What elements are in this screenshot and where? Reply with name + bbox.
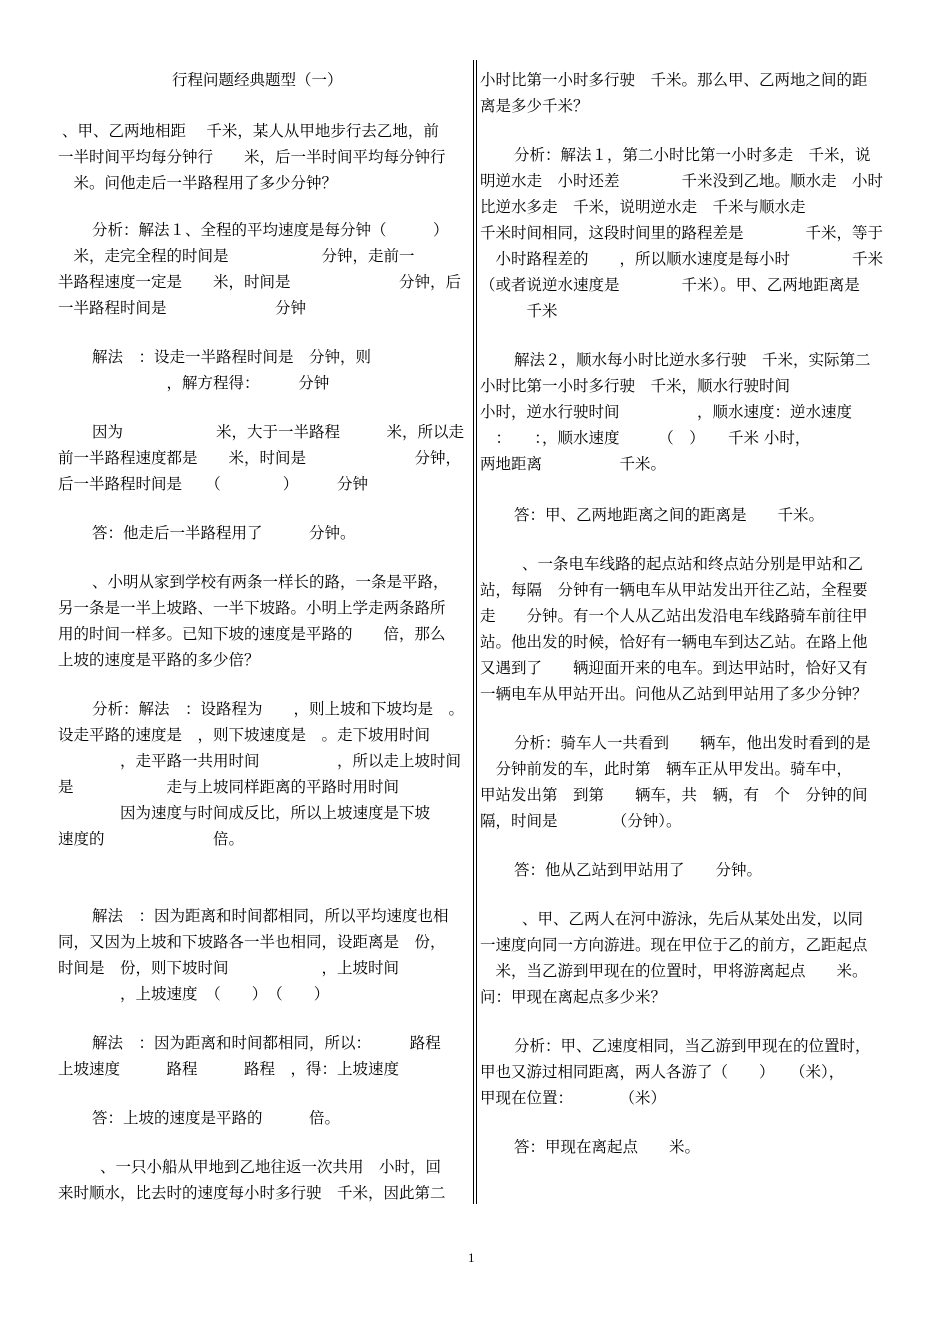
- page-number: 1: [468, 1250, 475, 1265]
- text-line: 米。问他走后一半路程用了多少分钟？: [58, 174, 338, 192]
- text-line: 是 走与上坡同样距离的平路时用时间: [58, 778, 400, 796]
- text-line: 甲现在位置： （米）: [480, 1089, 667, 1107]
- text-line: 解法２，顺水每小时比逆水多行驶 千米，实际第二: [514, 351, 871, 369]
- text-line: 甲也又游过相同距离，两人各游了（ ） （米），: [480, 1063, 845, 1081]
- text-line: 另一条是一半上坡路、一半下坡路。小明上学走两条路所: [58, 599, 446, 617]
- text-line: 同，又因为上坡和下坡路各一半也相同，设距离是 份，: [58, 933, 446, 951]
- text-line: 答：上坡的速度是平路的 倍。: [92, 1109, 341, 1127]
- text-line: 解法 ：因为距离和时间都相同，所以平均速度也相: [92, 907, 449, 925]
- text-line: 、小明从家到学校有两条一样长的路，一条是平路，: [92, 573, 449, 591]
- text-line: 站。他出发的时候，恰好有一辆电车到达乙站。在路上他: [480, 633, 868, 651]
- text-line: 站，每隔 分钟有一辆电车从甲站发出开往乙站，全程要: [480, 581, 868, 599]
- text-line: 、甲、乙两地相距 千米，某人从甲地步行去乙地，前: [62, 122, 439, 140]
- text-line: 比逆水多走 千米，说明逆水走 千米与顺水走: [480, 198, 806, 216]
- text-line: ： ：，顺水速度 （ ） 千米 小时，: [480, 429, 811, 447]
- column-divider: [473, 60, 474, 1204]
- text-line: 来时顺水，比去时的速度每小时多行驶 千米，因此第二: [58, 1184, 446, 1202]
- text-line: 小时，逆水行驶时间 ，顺水速度：逆水速度: [480, 403, 853, 421]
- text-line: 分析：解法 ：设路程为 ，则上坡和下坡均是 。: [92, 700, 465, 718]
- text-line: 上坡的速度是平路的多少倍？: [58, 651, 260, 669]
- column-divider: [476, 60, 477, 1204]
- text-line: 明逆水走 小时还差 千米没到乙地。顺水走 小时: [480, 172, 884, 190]
- text-line: 分析：解法１、全程的平均速度是每分钟（ ）: [92, 221, 449, 239]
- text-line: 因为 米，大于一半路程 米，所以走: [92, 423, 465, 441]
- text-line: 前一半路程速度都是 米，时间是 分钟，: [58, 449, 462, 467]
- text-line: 分析：解法１，第二小时比第一小时多走 千米，说: [514, 146, 871, 164]
- text-line: 、一条电车线路的起点站和终点站分别是甲站和乙: [522, 555, 864, 573]
- text-line: 隔，时间是 （分钟）。: [480, 812, 682, 830]
- text-line: 速度的 倍。: [58, 830, 245, 848]
- text-line: 解法 ：设走一半路程时间是 分钟，则: [92, 348, 372, 366]
- text-line: 米，当乙游到甲现在的位置时，甲将游离起点 米。: [480, 962, 868, 980]
- text-line: 、甲、乙两人在河中游泳，先后从某处出发，以同: [522, 910, 864, 928]
- text-line: 一速度向同一方向游进。现在甲位于乙的前方，乙距起点: [480, 936, 868, 954]
- text-line: 小时路程差的 ，所以顺水速度是每小时 千米: [480, 250, 884, 268]
- text-line: 甲站发出第 到第 辆车，共 辆，有 个 分钟的间: [480, 786, 868, 804]
- text-line: 因为速度与时间成反比，所以上坡速度是下坡: [58, 804, 431, 822]
- text-line: 后一半路程时间是 （ ） 分钟: [58, 475, 369, 493]
- text-line: 时间是 份，则下坡时间 ，上坡时间: [58, 959, 400, 977]
- text-line: 又遇到了 辆迎面开来的电车。到达甲站时，恰好又有: [480, 659, 868, 677]
- text-line: 设走平路的速度是 ，则下坡速度是 。走下坡用时间: [58, 726, 431, 744]
- text-line: 答：他走后一半路程用了 分钟。: [92, 524, 356, 542]
- page-title: 行程问题经典题型（一）: [172, 71, 343, 89]
- text-line: 解法 ：因为距离和时间都相同，所以： 路程: [92, 1034, 441, 1052]
- text-line: （或者说逆水速度是 千米）。甲、乙两地距离是: [480, 276, 860, 294]
- text-line: 、一只小船从甲地到乙地往返一次共用 小时，回: [100, 1158, 442, 1176]
- text-line: 用的时间一样多。已知下坡的速度是平路的 倍，那么: [58, 625, 446, 643]
- text-line: 小时比第一小时多行驶 千米。那么甲、乙两地之间的距: [480, 71, 868, 89]
- text-line: 分析：骑车人一共看到 辆车，他出发时看到的是: [514, 734, 871, 752]
- text-line: 一半时间平均每分钟行 米，后一半时间平均每分钟行: [58, 148, 446, 166]
- text-line: ，走平路一共用时间 ，所以走上坡时间: [58, 752, 462, 770]
- text-line: 分析：甲、乙速度相同，当乙游到甲现在的位置时，: [514, 1037, 871, 1055]
- text-line: 上坡速度 路程 路程 ，得：上坡速度: [58, 1060, 400, 1078]
- text-line: 一辆电车从甲站开出。问他从乙站到甲站用了多少分钟？: [480, 685, 868, 703]
- text-line: 分钟前发的车，此时第 辆车正从甲发出。骑车中，: [480, 760, 853, 778]
- text-line: 小时比第一小时多行驶 千米，顺水行驶时间: [480, 377, 791, 395]
- text-line: 半路程速度一定是 米，时间是 分钟，后: [58, 273, 462, 291]
- text-line: 两地距离 千米。: [480, 455, 667, 473]
- text-line: 米，走完全程的时间是 分钟，走前一: [58, 247, 415, 265]
- text-line: 千米时间相同，这段时间里的路程差是 千米，等于: [480, 224, 884, 242]
- text-line: ，上坡速度 （ ） （ ）: [58, 985, 330, 1003]
- text-line: 问：甲现在离起点多少米？: [480, 988, 667, 1006]
- text-line: 答：甲现在离起点 米。: [514, 1138, 701, 1156]
- text-line: 答：甲、乙两地距离之间的距离是 千米。: [514, 506, 825, 524]
- text-line: 走 分钟。有一个人从乙站出发沿电车线路骑车前往甲: [480, 607, 868, 625]
- text-line: 一半路程时间是 分钟: [58, 299, 307, 317]
- text-line: 离是多少千米？: [480, 97, 589, 115]
- text-line: 答：他从乙站到甲站用了 分钟。: [514, 861, 763, 879]
- text-line: 千米: [480, 302, 558, 320]
- text-line: ，解方程得： 分钟: [58, 374, 330, 392]
